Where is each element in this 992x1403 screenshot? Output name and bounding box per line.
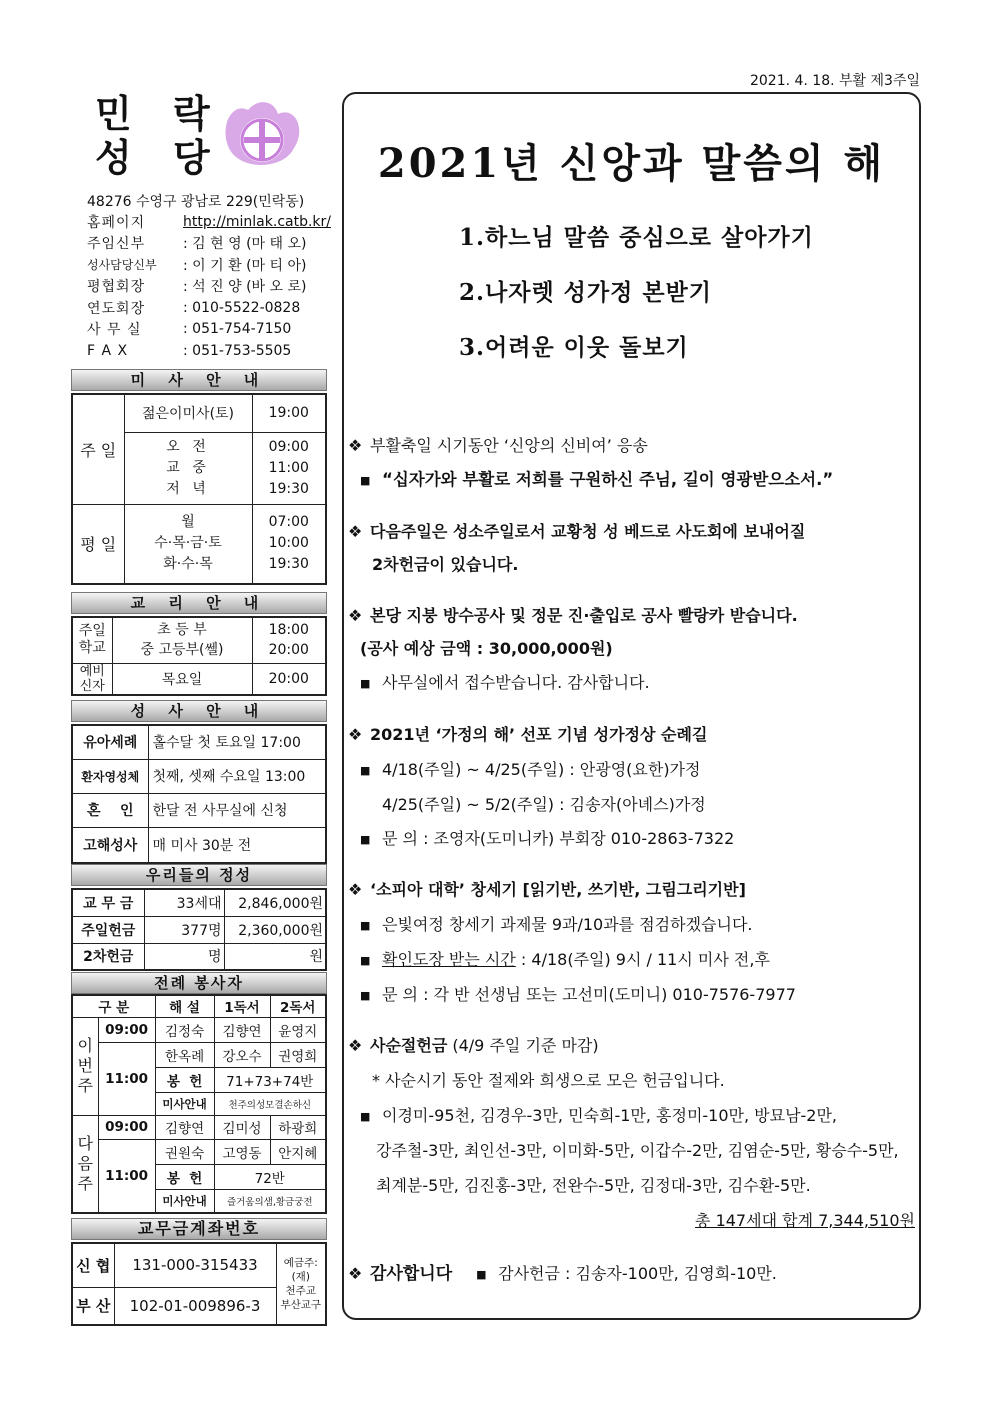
info-value: : 051-754-7150 [183,321,292,338]
notice-text: 문 의 : 각 반 선생님 또는 고선미(도미니) 010-7576-7977 [382,985,796,1004]
usher-group: 천주의성모결손하신 [214,1092,326,1115]
notice-text: 확인도장 받는 시간 [382,950,516,969]
sacrament-value: 첫째, 셋째 수요일 13:00 [148,759,326,793]
servers-head: 해 설 [155,995,214,1017]
notice-5 [348,877,746,900]
info-value: : 김 현 영 (마 태 오) [183,236,307,253]
account-holder: 예금주: (재) 천주교 부산교구 [276,1243,326,1325]
sacraments-title: 성 사 안 내 [71,700,327,722]
offertory-label: 봉 헌 [155,1164,214,1189]
sunday-school-names: 초 등 부 중 고등부(쎌) [112,617,252,663]
youth-mass-label: 젊은이미사(토) [124,394,252,432]
theme-goal-1: 1.하느님 말씀 중심으로 살아가기 [459,224,814,251]
catechumen-label: 예비 신자 [72,663,112,695]
square-bullet-icon: ■ [360,989,371,1002]
sunday-mass-names: 오 전 교 중 저 녁 [124,432,252,504]
server-name: 안지혜 [270,1139,326,1164]
info-label: 연도회장 [87,300,146,317]
theme-goal-2: 2.나자렛 성가정 본받기 [459,279,712,306]
time-cell: 09:00 [98,1115,155,1139]
diamond-bullet-icon: ❖ [348,436,363,455]
sacrament-label: 환자영성체 [72,759,148,793]
sunday-label: 주 일 [72,394,124,504]
server-name: 권영희 [270,1042,326,1067]
sacrament-label: 혼 인 [72,793,148,827]
mass-schedule [71,369,327,585]
offering-count: 명 [144,943,224,970]
servers-head: 2독서 [270,995,326,1017]
offertory-label: 봉 헌 [155,1067,214,1092]
diamond-bullet-icon: ❖ [348,522,363,541]
notice-text: 부활축일 시기동안 ‘신앙의 신비여’ 응송 [370,436,648,455]
offertory-group: 71+73+74반 [214,1067,326,1092]
notice-6 [348,1033,599,1056]
usher-label: 미사안내 [155,1092,214,1115]
parish-info [87,190,332,362]
notice-6-list2: 강주철-3만, 최인선-3만, 이미화-5만, 이갑수-2만, 김염순-5만, 황승수-5만, [376,1141,899,1160]
notice-text: 사순절헌금 [370,1036,448,1055]
notice-text: 다음주일은 성소주일로서 교황청 성 베드로 사도회에 보내어질 [370,522,806,541]
sacrament-value: 홀수달 첫 토요일 17:00 [148,725,326,759]
catechumen-time: 20:00 [252,663,326,695]
notice-text: 은빛여정 창세기 과제물 9과/10과를 점검하겠습니다. [382,915,753,934]
year-theme-title: 2021년 신앙과 말씀의 해 [377,140,886,187]
sacrament-value: 한달 전 사무실에 신청 [148,793,326,827]
info-label: 성사담당신부 [87,258,157,273]
sunday-school-times: 18:00 20:00 [252,617,326,663]
diamond-bullet-icon: ❖ [348,606,363,625]
time-cell: 11:00 [98,1139,155,1213]
square-bullet-icon: ■ [360,764,371,777]
this-week-label: 이 번 주 [72,1017,98,1115]
sacrament-value: 매 미사 30분 전 [148,827,326,863]
offering-amount: 2,360,000원 [224,916,326,943]
homepage-link[interactable]: http://minlak.catb.kr/ [183,213,331,230]
notice-3-amount: (공사 예상 금액 : 30,000,000원) [360,639,613,658]
bank-name: 부 산 [72,1287,114,1325]
liturgy-servers [71,972,327,1214]
servers-head: 구 분 [72,995,155,1017]
offertory-group: 72반 [214,1164,326,1189]
parish-logo-icon [218,96,306,174]
offering-count: 377명 [144,916,224,943]
info-value: : 051-753-5505 [183,342,292,359]
info-label: 홈페이지 [87,214,146,231]
account-number: 131-000-315433 [114,1243,276,1287]
offering-label: 2차헌금 [72,943,144,970]
notice-5-line1 [360,912,752,935]
notice-2 [348,519,805,542]
server-name: 김미성 [214,1115,270,1139]
notice-text: ‘소피아 대학’ 창세기 [읽기반, 쓰기반, 그림그리기반] [370,880,746,899]
parish-name [95,92,224,180]
notice-4 [348,722,707,745]
sacraments-info [71,700,327,864]
server-name: 하광희 [270,1115,326,1139]
server-name: 권원숙 [155,1139,214,1164]
notice-6-list3: 최계분-5만, 김진홍-3만, 전완수-5만, 김정대-3만, 김수환-5만. [376,1176,811,1195]
offering-amount: 2,846,000원 [224,889,326,916]
usher-group: 즐거움의샘,황금궁전 [214,1189,326,1213]
server-name: 강오수 [214,1042,270,1067]
info-value: : 이 기 환 (마 티 아) [183,257,307,274]
notice-5-line2 [360,947,770,970]
notice-text: 2021년 ‘가정의 해’ 선포 기념 성가정상 순례길 [370,725,708,744]
notice-text: 문 의 : 조영자(도미니카) 부회장 010-2863-7322 [382,829,735,848]
diamond-bullet-icon: ❖ [348,725,363,744]
server-name: 김향연 [214,1017,270,1042]
offering-title: 우리들의 정성 [71,864,327,886]
account-number: 102-01-009896-3 [114,1287,276,1325]
info-label: 사 무 실 [87,322,142,339]
diamond-bullet-icon: ❖ [348,1264,363,1283]
sunday-school-label: 주일 학교 [72,617,112,663]
notice-5-line3 [360,982,796,1005]
catechism-schedule [71,592,327,696]
square-bullet-icon: ■ [360,919,371,932]
notice-4-line2: 4/25(주일) ~ 5/2(주일) : 김송자(아녜스)가정 [382,795,706,814]
time-cell: 09:00 [98,1017,155,1042]
offering-label: 교 무 금 [72,889,144,916]
mass-schedule-title: 미 사 안 내 [71,369,327,391]
weekday-label: 평 일 [72,504,124,584]
notice-6-list1 [360,1103,837,1126]
parish-address: 48276 수영구 광남로 229(민락동) [87,193,305,210]
square-bullet-icon: ■ [476,1268,487,1281]
offering-amount: 원 [224,943,326,970]
notice-text: 4/18(주일) ~ 4/25(주일) : 안광영(요한)가정 [382,760,701,779]
info-label: F A X [87,342,129,359]
info-label: 주임신부 [87,236,146,253]
notice-1-quote [360,466,833,490]
server-name: 고영동 [214,1139,270,1164]
notice-text: 이경미-95천, 김경우-3만, 민숙희-1만, 홍정미-10만, 방묘남-2만, [382,1106,838,1125]
issue-date: 2021. 4. 18. 부활 제3주일 [749,73,920,89]
catechumen-day: 목요일 [112,663,252,695]
next-week-label: 다 음 주 [72,1115,98,1213]
diamond-bullet-icon: ❖ [348,880,363,899]
server-name: 김정숙 [155,1017,214,1042]
info-value: : 석 진 양 (바 오 로) [183,279,307,296]
notice-text: : 4/18(주일) 9시 / 11시 미사 전,후 [515,950,770,969]
offering-summary [71,864,327,971]
notice-4-line1 [360,757,700,780]
server-name: 한옥례 [155,1042,214,1067]
notice-text: (4/9 주일 기준 마감) [447,1036,599,1055]
square-bullet-icon: ■ [360,474,371,487]
square-bullet-icon: ■ [360,833,371,846]
catechism-title: 교 리 안 내 [71,592,327,614]
offering-count: 33세대 [144,889,224,916]
servers-head: 1독서 [214,995,270,1017]
notice-text: 감사헌금 : 김송자-100만, 김영희-10만. [498,1264,777,1283]
weekday-mass-names: 월 수·목·금·토 화·수·목 [124,504,252,584]
square-bullet-icon: ■ [360,954,371,967]
notice-3-line3 [360,670,650,693]
weekday-mass-times: 07:00 10:00 19:30 [252,504,326,584]
server-name: 김향연 [155,1115,214,1139]
youth-mass-time: 19:00 [252,394,326,432]
notice-text: 본당 지붕 방수공사 및 정문 진·출입로 공사 빨랑카 받습니다. [370,606,798,625]
sunday-mass-times: 09:00 11:00 19:30 [252,432,326,504]
diamond-bullet-icon: ❖ [348,1036,363,1055]
notice-6-total: 총 147세대 합계 7,344,510원 [695,1211,915,1230]
sacrament-label: 유아세례 [72,725,148,759]
parish-name-line1: 민 락 [95,91,224,136]
offering-label: 주일헌금 [72,916,144,943]
info-label: 평협회장 [87,279,146,296]
sacrament-label: 고해성사 [72,827,148,863]
notice-4-line3 [360,826,734,849]
square-bullet-icon: ■ [360,677,371,690]
notice-text: 감사합니다 [370,1264,453,1284]
servers-title: 전례 봉사자 [71,972,327,994]
square-bullet-icon: ■ [360,1110,371,1123]
notice-2-line2: 2차헌금이 있습니다. [372,555,519,574]
notice-1-title [348,433,648,456]
account-title: 교무금계좌번호 [71,1218,327,1240]
notice-text: “십자가와 부활로 저희를 구원하신 주님, 길이 영광받으소서.” [382,470,834,489]
parish-name-line2: 성 당 [95,135,224,180]
bank-name: 신 협 [72,1243,114,1287]
usher-label: 미사안내 [155,1189,214,1213]
server-name: 윤영지 [270,1017,326,1042]
account-info [71,1218,327,1326]
time-cell: 11:00 [98,1042,155,1115]
notice-3 [348,603,798,626]
notice-6-note: * 사순시기 동안 절제와 희생으로 모은 헌금입니다. [372,1071,725,1090]
theme-goal-3: 3.어려운 이웃 돌보기 [459,334,689,361]
notice-text: 사무실에서 접수받습니다. 감사합니다. [382,673,650,692]
notice-7 [348,1259,777,1284]
info-value: : 010-5522-0828 [183,299,301,316]
